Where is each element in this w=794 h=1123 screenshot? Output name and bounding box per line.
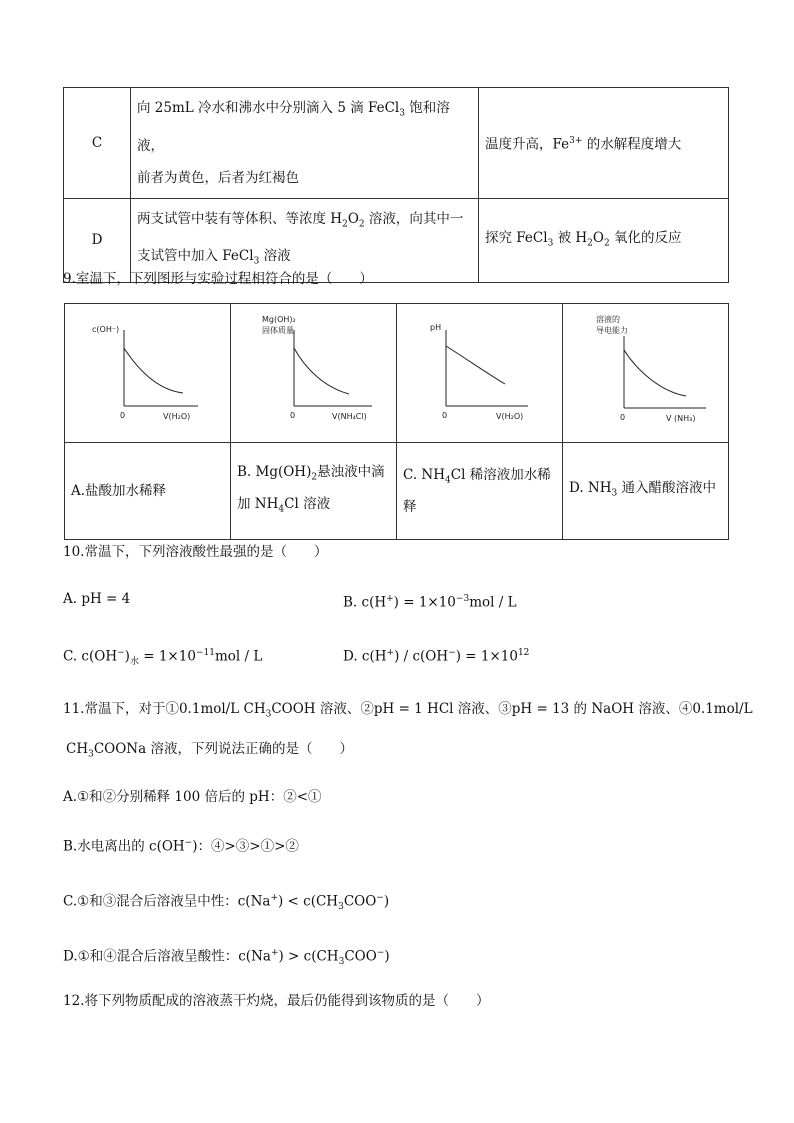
graph-c-xlabel: V(H₂O): [495, 412, 523, 421]
graph-d: [566, 308, 726, 438]
graph-c-ylabel: pH: [429, 323, 441, 332]
row-label: D: [64, 198, 131, 282]
graph-a: [68, 308, 228, 438]
graph-d-ylabel-2: 导电能力: [595, 326, 628, 335]
graph-cell-c: [397, 304, 563, 443]
q11-option-d: D.①和④混合后溶液呈酸性：$c(Na^+) > c(CH_3COO^-)$: [63, 948, 390, 968]
procedure-cell: 两支试管中装有等体积、等浓度 $H_2O_2$ 溶液，向其中一 支试管中加入 FeCl$_3$ 溶液: [131, 198, 479, 282]
graph-d-xlabel: V (NH₃): [665, 414, 695, 423]
question-11-stem-line2: $CH_3COONa$ 溶液，下列说法正确的是（ ）: [66, 741, 353, 760]
row-label: C: [64, 88, 131, 199]
q11-option-a: A.①和②分别稀释 100 倍后的 pH：②<①: [63, 789, 322, 805]
graph-d-origin: 0: [619, 413, 625, 422]
graph-b-ylabel-2: 固体质量: [261, 326, 294, 335]
graph-c: [400, 308, 560, 438]
graph-a-ylabel: c(OH⁻): [91, 325, 119, 334]
graph-b-xlabel: V(NH₄Cl): [331, 412, 367, 421]
option-d: D. $NH_3$ 通入醋酸溶液中: [563, 443, 729, 540]
graph-b: [234, 308, 394, 438]
conclusion-cell: 探究 FeCl$_3$ 被 $H_2O_2$ 氧化的反应: [479, 198, 729, 282]
graph-c-origin: 0: [441, 411, 447, 420]
graph-cell-b: [231, 304, 397, 443]
q11-option-b: B.水电离出的 c(OH−)：④>③>①>②: [63, 838, 299, 855]
question-11-stem-line1: 11.常温下，对于①0.1mol/L $CH_3COOH$ 溶液、②pH = 1 HCl 溶液、③pH = 13 的 NaOH 溶液、④0.1mol/L: [63, 701, 753, 720]
question-10-stem: 10.常温下，下列溶液酸性最强的是（ ）: [63, 544, 328, 560]
graph-options-table: [64, 303, 729, 540]
q10-option-b: B. $c(H^+) = 1\times 10^{-3}mol / L$: [343, 594, 517, 611]
option-b: B. $Mg(OH)_2$悬浊液中滴 加 $NH_4Cl$ 溶液: [231, 443, 397, 540]
question-9-stem: 9.室温下，下列图形与实验过程相符合的是（ ）: [63, 271, 373, 287]
option-a: A.盐酸加水稀释: [65, 443, 231, 540]
q10-option-a: A. pH = 4: [63, 591, 131, 607]
question-12-stem: 12.将下列物质配成的溶液蒸干灼烧，最后仍能得到该物质的是（ ）: [63, 993, 490, 1009]
experiment-table: [63, 87, 729, 283]
graph-b-ylabel-1: Mg(OH)₂: [261, 315, 296, 324]
graph-d-ylabel-1: 溶液的: [595, 315, 620, 324]
graph-cell-a: [65, 304, 231, 443]
graph-cell-d: [563, 304, 729, 443]
graph-b-origin: 0: [289, 411, 295, 420]
option-c: C. $NH_4Cl$ 稀溶液加水稀 释: [397, 443, 563, 540]
graph-a-xlabel: V(H₂O): [162, 412, 190, 421]
graph-a-origin: 0: [119, 411, 125, 420]
procedure-cell: 向 25mL 冷水和沸水中分别滴入 5 滴 FeCl$_3$ 饱和溶液， 前者为黄色，后者为红褐色: [131, 88, 479, 199]
q11-option-c: C.①和③混合后溶液呈中性：$c(Na^+) < c(CH_3COO^-)$: [63, 893, 390, 913]
q10-option-d: D. $c(H^+) / c(OH^-) = 1\times 10^{12}$: [343, 648, 530, 665]
conclusion-cell: 温度升高，$Fe^{3+}$ 的水解程度增大: [479, 88, 729, 199]
q10-option-c: C. $c(OH^-)_水 = 1\times 10^{-11}mol / L$: [63, 648, 263, 668]
table-row: [64, 88, 729, 199]
